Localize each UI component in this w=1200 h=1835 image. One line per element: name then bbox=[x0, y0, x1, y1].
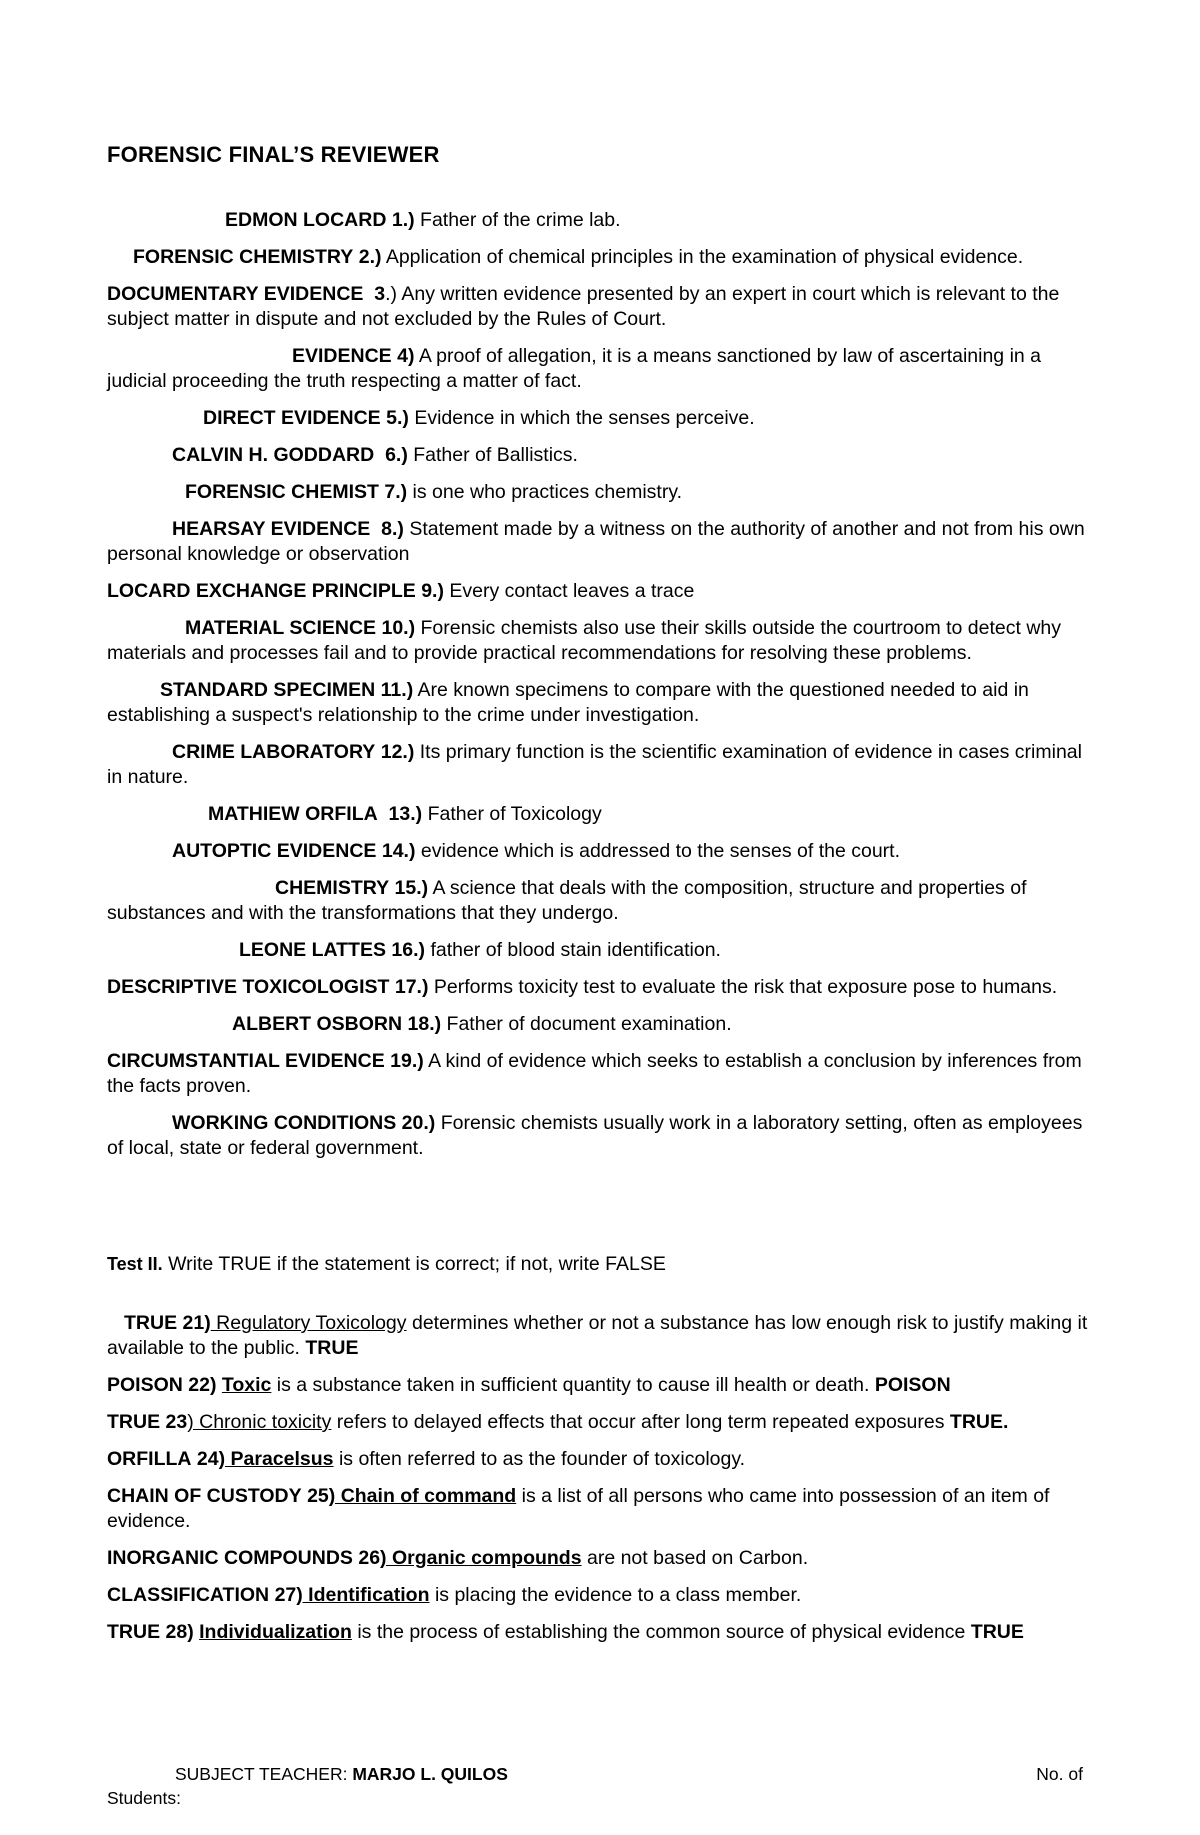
item-answer: WORKING CONDITIONS bbox=[172, 1112, 397, 1134]
item-answer: TRUE bbox=[124, 1312, 178, 1334]
teacher-line bbox=[107, 1762, 1100, 1786]
item-answer: EDMON LOCARD bbox=[225, 209, 387, 231]
item-answer: FORENSIC CHEMISTRY bbox=[133, 246, 354, 268]
item-answer: LOCARD EXCHANGE PRINCIPLE bbox=[107, 580, 416, 602]
test-two-section bbox=[107, 1252, 1100, 1657]
item-answer: DIRECT EVIDENCE bbox=[203, 407, 381, 429]
item-term: ) Chronic toxicity bbox=[187, 1411, 332, 1433]
list-item bbox=[107, 480, 1100, 505]
item-text: Forensic chemists also use their skills outside the courtroom to detect why materials and processes fail and to provide practical recommendations for resolving these problems. bbox=[107, 617, 1062, 664]
item-number: 19.) bbox=[390, 1050, 424, 1072]
list-item bbox=[107, 616, 1100, 666]
item-text: is a substance taken in sufficient quantity to cause ill health or death. bbox=[276, 1374, 870, 1396]
item-answer: CIRCUMSTANTIAL EVIDENCE bbox=[107, 1050, 385, 1072]
item-answer: CLASSIFICATION bbox=[107, 1584, 270, 1606]
item-answer: INORGANIC COMPOUNDS bbox=[107, 1547, 353, 1569]
item-text: Father of the crime lab. bbox=[420, 209, 621, 231]
item-text: Forensic chemists usually work in a laboratory setting, often as employees of local, state or federal government. bbox=[107, 1112, 1083, 1159]
item-text: is placing the evidence to a class member. bbox=[434, 1584, 802, 1606]
item-text: determines whether or not a substance has low enough risk to justify making it available to the public. bbox=[107, 1312, 1088, 1359]
item-number: 26 bbox=[358, 1547, 381, 1569]
list-item bbox=[107, 517, 1100, 567]
item-answer: CALVIN H. GODDARD bbox=[172, 444, 375, 466]
list-item bbox=[107, 1373, 1100, 1398]
item-answer: LEONE LATTES bbox=[239, 939, 386, 961]
list-item bbox=[107, 938, 1100, 963]
item-term: Toxic bbox=[221, 1374, 272, 1396]
list-item bbox=[107, 1012, 1100, 1037]
item-term: ) Identification bbox=[296, 1584, 430, 1606]
item-text: Every contact leaves a trace bbox=[449, 580, 695, 602]
item-number: 13.) bbox=[388, 803, 423, 825]
test-two-heading bbox=[107, 1252, 1100, 1277]
item-text: Its primary function is the scientific examination of evidence in cases criminal in nature. bbox=[107, 741, 1082, 788]
item-number: 5.) bbox=[386, 407, 409, 429]
item-answer: DOCUMENTARY EVIDENCE bbox=[107, 283, 364, 305]
item-number: 7.) bbox=[384, 481, 408, 503]
item-number: 1.) bbox=[391, 209, 415, 231]
item-trailing-answer: POISON bbox=[874, 1374, 951, 1396]
item-number: 15.) bbox=[394, 877, 429, 899]
students-label-start: No. of bbox=[1036, 1764, 1083, 1784]
item-text: Application of chemical principles in the examination of physical evidence. bbox=[385, 246, 1024, 268]
item-answer: CHEMISTRY bbox=[275, 877, 390, 899]
test-one-list bbox=[107, 208, 1100, 1173]
item-number: 17.) bbox=[394, 976, 429, 998]
item-number: 20.) bbox=[401, 1112, 436, 1134]
list-item bbox=[107, 839, 1100, 864]
item-term: ) Paracelsus bbox=[218, 1448, 334, 1470]
page-footer bbox=[107, 1762, 1100, 1810]
item-number: 23 bbox=[165, 1411, 188, 1433]
list-item bbox=[107, 1484, 1100, 1534]
list-item bbox=[107, 245, 1100, 270]
students-label-end: Students: bbox=[107, 1788, 181, 1808]
item-answer: EVIDENCE bbox=[292, 345, 392, 367]
item-answer: HEARSAY EVIDENCE bbox=[172, 518, 371, 540]
list-item bbox=[107, 344, 1100, 394]
list-item bbox=[107, 1049, 1100, 1099]
teacher-name: MARJO L. QUILOS bbox=[352, 1764, 508, 1784]
item-term: Individualization bbox=[199, 1621, 352, 1643]
item-number: 12.) bbox=[380, 741, 415, 763]
list-item bbox=[107, 208, 1100, 233]
item-answer: CHAIN OF CUSTODY bbox=[107, 1485, 302, 1507]
list-item bbox=[107, 1583, 1100, 1608]
item-number: 2.) bbox=[358, 246, 382, 268]
item-answer: AUTOPTIC EVIDENCE bbox=[172, 840, 377, 862]
item-answer: MATHIEW ORFILA bbox=[208, 803, 378, 825]
item-text: father of blood stain identification. bbox=[430, 939, 721, 961]
item-answer: TRUE bbox=[107, 1411, 161, 1433]
item-number: 14.) bbox=[381, 840, 416, 862]
item-trailing-answer: TRUE. bbox=[949, 1411, 1009, 1433]
item-number: 6.) bbox=[385, 444, 408, 466]
item-text: Are known specimens to compare with the questioned needed to aid in establishing a suspect's relationship to the crime under investigation. bbox=[107, 679, 1029, 726]
item-number: 25 bbox=[307, 1485, 329, 1507]
item-text: is often referred to as the founder of toxicology. bbox=[338, 1448, 746, 1470]
list-item bbox=[107, 1311, 1100, 1361]
item-text: refers to delayed effects that occur after long term repeated exposures bbox=[336, 1411, 945, 1433]
item-answer: ALBERT OSBORN bbox=[232, 1013, 403, 1035]
list-item bbox=[107, 1447, 1100, 1472]
item-number: 9.) bbox=[421, 580, 444, 602]
item-number: 3 bbox=[374, 283, 386, 305]
item-text: A kind of evidence which seeks to establish a conclusion by inferences from the facts proven. bbox=[107, 1050, 1082, 1097]
item-number: 16.) bbox=[391, 939, 426, 961]
list-item bbox=[107, 282, 1100, 332]
item-number: 21) bbox=[182, 1312, 211, 1334]
teacher-label: SUBJECT TEACHER: bbox=[175, 1764, 348, 1784]
item-text: are not based on Carbon. bbox=[586, 1547, 809, 1569]
item-answer: STANDARD SPECIMEN bbox=[160, 679, 376, 701]
list-item bbox=[107, 876, 1100, 926]
item-answer: TRUE bbox=[107, 1621, 161, 1643]
item-trailing-answer: TRUE bbox=[305, 1337, 359, 1359]
list-item bbox=[107, 975, 1100, 1000]
item-term: ) Organic compounds bbox=[380, 1547, 582, 1569]
list-item bbox=[107, 1111, 1100, 1161]
item-number: 27 bbox=[274, 1584, 297, 1606]
list-item bbox=[107, 579, 1100, 604]
page-title: FORENSIC FINAL’S REVIEWER bbox=[107, 142, 440, 167]
list-item bbox=[107, 1546, 1100, 1571]
item-number: 28) bbox=[165, 1621, 194, 1643]
item-text: evidence which is addressed to the senses of the court. bbox=[420, 840, 900, 862]
item-answer: CRIME LABORATORY bbox=[172, 741, 376, 763]
item-answer: ORFILLA bbox=[107, 1448, 192, 1470]
list-item bbox=[107, 802, 1100, 827]
list-item bbox=[107, 406, 1100, 431]
item-number: 10.) bbox=[381, 617, 416, 639]
item-trailing-answer: TRUE bbox=[970, 1621, 1024, 1643]
list-item bbox=[107, 1620, 1100, 1645]
list-item bbox=[107, 740, 1100, 790]
item-number: 22) bbox=[188, 1374, 217, 1396]
item-text: Evidence in which the senses perceive. bbox=[414, 407, 755, 429]
test-two-label: Test II. bbox=[107, 1254, 163, 1274]
item-text: Father of Toxicology bbox=[427, 803, 602, 825]
item-term: ) Chain of command bbox=[328, 1485, 517, 1507]
item-answer: DESCRIPTIVE TOXICOLOGIST bbox=[107, 976, 390, 998]
item-text: is one who practices chemistry. bbox=[412, 481, 683, 503]
item-text: Statement made by a witness on the authority of another and not from his own personal knowledge or observation bbox=[107, 518, 1085, 565]
item-number: 8.) bbox=[381, 518, 404, 540]
list-item bbox=[107, 678, 1100, 728]
test-two-instruction: Write TRUE if the statement is correct; if not, write FALSE bbox=[168, 1253, 666, 1275]
item-answer: FORENSIC CHEMIST bbox=[185, 481, 379, 503]
list-item bbox=[107, 1410, 1100, 1435]
item-number: 24 bbox=[196, 1448, 219, 1470]
item-number: 18.) bbox=[407, 1013, 442, 1035]
item-term: Regulatory Toxicology bbox=[210, 1312, 407, 1334]
item-text: A science that deals with the composition, structure and properties of substances and with the transformations that they undergo. bbox=[107, 877, 1027, 924]
item-text: Father of Ballistics. bbox=[413, 444, 578, 466]
item-number: 11.) bbox=[380, 679, 414, 701]
list-item bbox=[107, 443, 1100, 468]
item-text: is a list of all persons who came into possession of an item of evidence. bbox=[107, 1485, 1050, 1532]
item-text: Performs toxicity test to evaluate the risk that exposure pose to humans. bbox=[433, 976, 1058, 998]
item-number: 4) bbox=[397, 345, 415, 367]
item-text: .) Any written evidence presented by an expert in court which is relevant to the subject matter in dispute and not excluded by the Rules of Court. bbox=[107, 283, 1060, 330]
item-text: Father of document examination. bbox=[446, 1013, 732, 1035]
item-answer: POISON bbox=[107, 1374, 183, 1396]
item-text: A proof of allegation, it is a means sanctioned by law of ascertaining in a judicial proceeding the truth respecting a matter of fact. bbox=[107, 345, 1042, 392]
item-answer: MATERIAL SCIENCE bbox=[185, 617, 377, 639]
item-text: is the process of establishing the common source of physical evidence bbox=[357, 1621, 966, 1643]
